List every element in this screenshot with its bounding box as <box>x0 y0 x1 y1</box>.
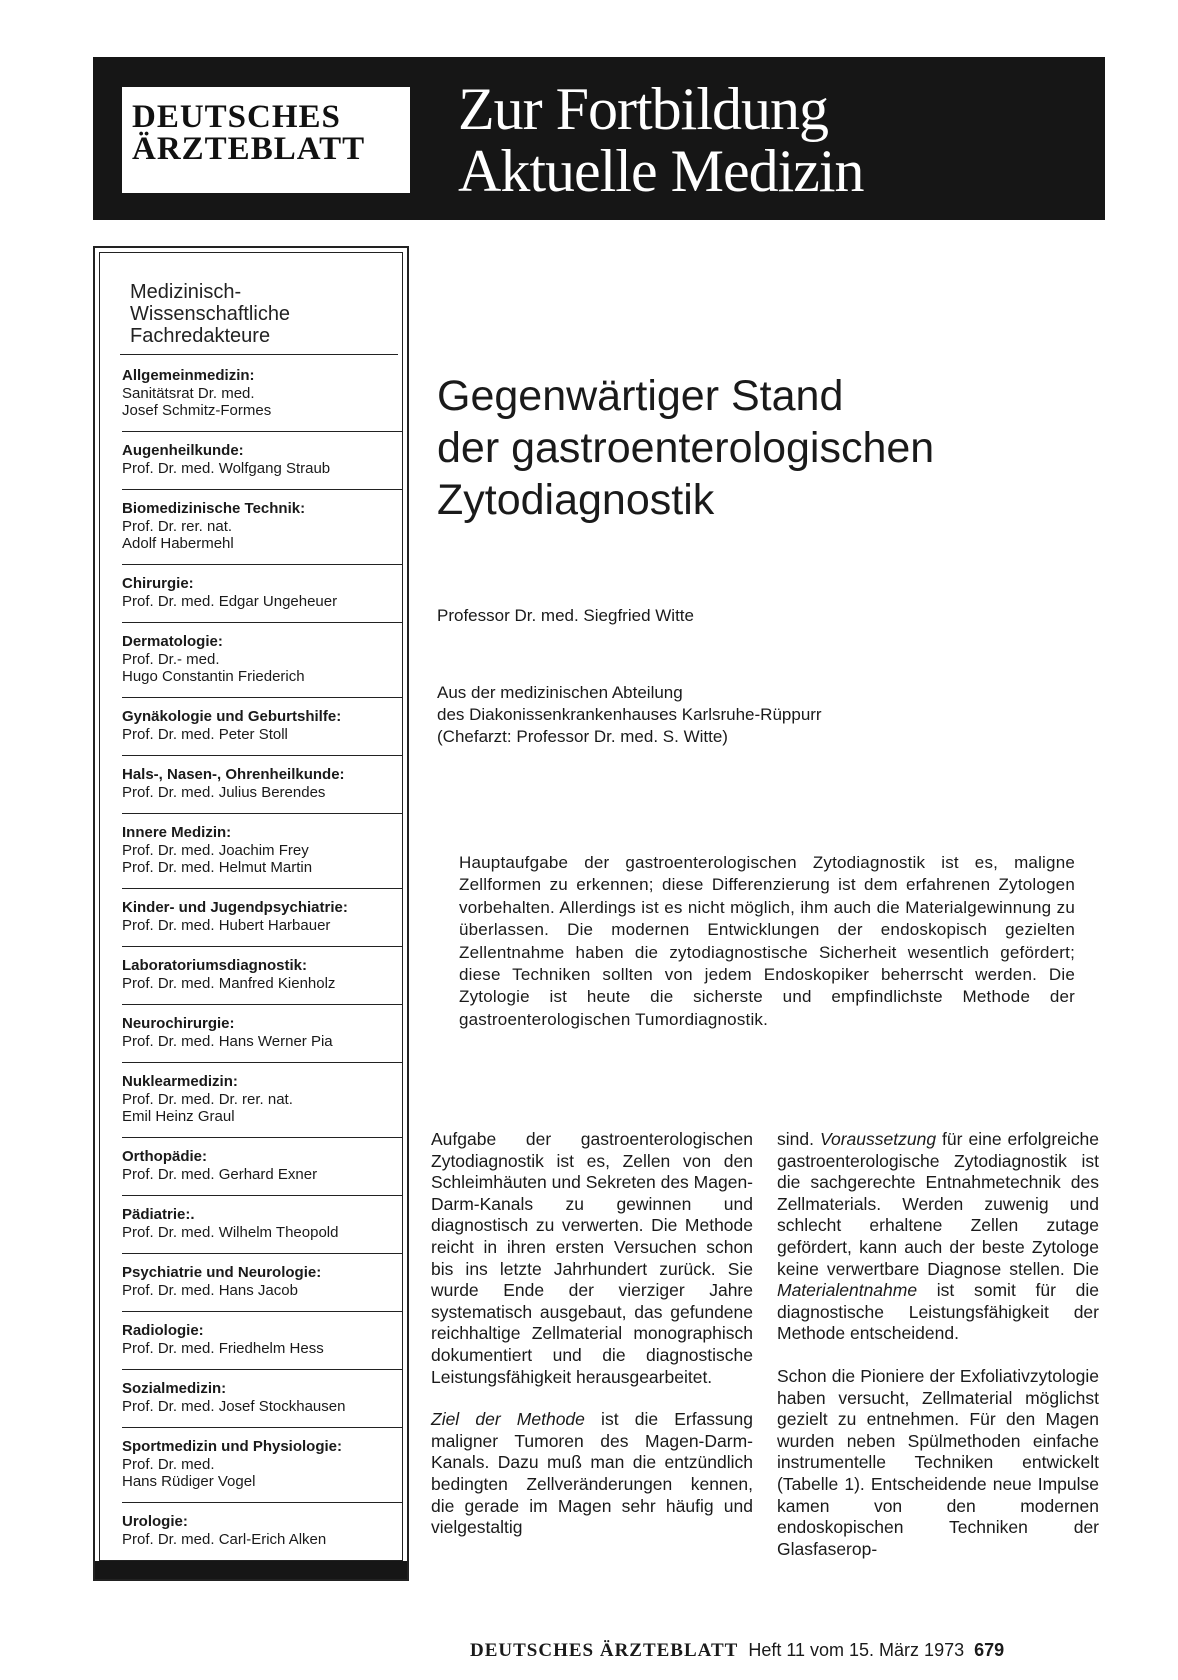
editor-entry <box>122 572 402 623</box>
emphasis: Ziel der Methode <box>431 1409 585 1430</box>
logo-line1: DEUTSCHES <box>132 99 341 135</box>
editor-entry <box>122 1070 402 1138</box>
editor-name: Sanitätsrat Dr. med. <box>122 385 255 402</box>
editor-field: Sozialmedizin: <box>122 1380 227 1397</box>
editor-name: Prof. Dr. med. Edgar Ungeheuer <box>122 593 338 610</box>
editor-field: Psychiatrie und Neurologie: <box>122 1264 322 1281</box>
article-title-line: der gastroenterologischen <box>437 424 935 472</box>
logo-line2: ÄRZTEBLATT <box>132 131 366 167</box>
editor-name: Prof. Dr. med. Julius Berendes <box>122 784 326 801</box>
editor-name: Prof. Dr.- med. <box>122 651 220 668</box>
sidebar-heading-line: Fachredakteure <box>130 325 271 347</box>
paragraph-text: sind. <box>777 1129 820 1149</box>
footer-page-number: 679 <box>974 1640 1005 1660</box>
editor-entry <box>122 1261 402 1312</box>
editor-name: Prof. Dr. med. Wilhelm Theopold <box>122 1224 339 1241</box>
editor-field: Augenheilkunde: <box>122 442 244 459</box>
editor-field: Chirurgie: <box>122 575 194 592</box>
paragraph-text: ist die Erfassung maligner Tumoren des Magen-Darm-Kanals. Dazu muß man die entzündlich bedingten Zellveränderungen kennen, die gerade im Magen sehr häufig und vielgestaltig <box>431 1409 754 1538</box>
editor-name: Prof. Dr. med. Hans Werner Pia <box>122 1033 333 1050</box>
editor-name: Prof. Dr. med. Friedhelm Hess <box>122 1340 324 1357</box>
editor-entry <box>122 821 402 889</box>
editor-field: Gynäkologie und Geburtshilfe: <box>122 708 342 725</box>
editor-field: Radiologie: <box>122 1322 204 1339</box>
editor-name: Prof. Dr. med. Joachim Frey <box>122 842 309 859</box>
sidebar-footer-bar <box>95 1561 407 1579</box>
affiliation-line: Aus der medizinischen Abteilung <box>437 683 683 702</box>
editor-field: Sportmedizin und Physiologie: <box>122 1438 343 1455</box>
journal-logo <box>122 87 410 193</box>
editor-name: Prof. Dr. med. Peter Stoll <box>122 726 288 743</box>
editor-name: Prof. Dr. med. Gerhard Exner <box>122 1166 318 1183</box>
article-title-line: Zytodiagnostik <box>437 476 715 524</box>
editor-name: Prof. Dr. med. <box>122 1456 215 1473</box>
sidebar-frame <box>99 252 403 1561</box>
editor-entry <box>122 630 402 698</box>
editor-list <box>122 364 402 1567</box>
editor-entry <box>122 1145 402 1196</box>
editor-field: Allgemeinmedizin: <box>122 367 255 384</box>
editor-field: Nuklearmedizin: <box>122 1073 238 1090</box>
editor-entry <box>122 1377 402 1428</box>
editor-entry <box>122 705 402 756</box>
body-paragraph <box>431 1409 753 1539</box>
paragraph-text: für eine erfolgreiche gastroenterologische Zytodiagnostik ist die sachgerechte Entnahmetechnik des Zellmaterials. Werden zuwenig und schlecht erhaltene Zellen zutage gefördert, kann auch der beste Zytologe keine verwertbare Diagnose stellen. Die <box>777 1129 1099 1279</box>
editor-name: Prof. Dr. med. Hans Jacob <box>122 1282 298 1299</box>
body-column-2 <box>777 1129 1099 1581</box>
editor-name: Emil Heinz Graul <box>122 1108 235 1125</box>
editor-entry <box>122 1012 402 1063</box>
sidebar-heading-line: Medizinisch- <box>130 281 242 303</box>
author-affiliation <box>437 682 822 748</box>
editor-field: Neurochirurgie: <box>122 1015 235 1032</box>
editor-entry <box>122 439 402 490</box>
sidebar-heading <box>130 281 290 347</box>
article-abstract: Hauptaufgabe der gastroenterologischen Zytodiagnostik ist es, maligne Zellformen zu erkennen; diese Differenzierung ist dem erfahrenen Zytologen vorbehalten. Allerdings ist es nicht möglich, ihm auch die Materialgewinnung zu überlassen. Die modernen Entwicklungen der endoskopisch gezielten Zellentnahme haben die zytodiagnostische Sicherheit wesentlich gefördert; diese Techniken sollten von jedem Endoskopiker beherrscht werden. Die Zytologie ist heute die sicherste und empfindlichste Methode der gastroenterologischen Tumordiagnostik. <box>459 853 1075 1029</box>
editor-field: Laboratoriumsdiagnostik: <box>122 957 308 974</box>
editor-name: Prof. Dr. med. Josef Stockhausen <box>122 1398 346 1415</box>
editor-name: Josef Schmitz-Formes <box>122 402 272 419</box>
editor-entry <box>122 763 402 814</box>
paragraph-text: ist somit für die diagnostische Leistungsfähigkeit der Methode entscheidend. <box>777 1280 1099 1344</box>
editor-name: Prof. Dr. med. Carl-Erich Alken <box>122 1531 327 1548</box>
article-title <box>437 370 934 526</box>
editor-field: Dermatologie: <box>122 633 223 650</box>
editors-sidebar <box>93 246 409 1581</box>
article-author: Professor Dr. med. Siegfried Witte <box>437 606 694 625</box>
page-footer <box>470 1640 1004 1662</box>
editor-field: Biomedizinische Technik: <box>122 500 306 517</box>
sidebar-heading-line: Wissenschaftliche <box>130 303 291 325</box>
body-paragraph <box>777 1129 1099 1345</box>
editor-entry <box>122 364 402 432</box>
editor-name: Prof. Dr. med. Manfred Kienholz <box>122 975 336 992</box>
body-column-1 <box>431 1129 753 1560</box>
footer-journal: DEUTSCHES ÄRZTEBLATT <box>470 1640 739 1661</box>
editor-entry <box>122 1510 402 1560</box>
editor-field: Pädiatrie:. <box>122 1206 195 1223</box>
editor-name: Hans Rüdiger Vogel <box>122 1473 256 1490</box>
editor-name: Prof. Dr. rer. nat. <box>122 518 233 535</box>
editor-field: Orthopädie: <box>122 1148 207 1165</box>
editor-entry <box>122 1435 402 1503</box>
body-paragraph: Aufgabe der gastroenterologischen Zytodiagnostik ist es, Zellen von den Schleimhäuten und Sekreten des Magen-Darm-Kanals zu gewinnen und diagnostisch zu verwerten. Die Methode reicht in ihren ersten Versuchen schon bis ins letzte Jahrhundert zurück. Sie wurde Ende der vierziger Jahre systematisch ausgebaut, das gefundene reichhaltige Zellmaterial monographisch dokumentiert und die diagnostische Leistungsfähigkeit herausgearbeitet. <box>431 1129 754 1387</box>
emphasis: Materialentnahme <box>777 1280 918 1301</box>
editor-name: Prof. Dr. med. Hubert Harbauer <box>122 917 331 934</box>
editor-entry <box>122 954 402 1005</box>
footer-issue: Heft 11 vom 15. März 1973 <box>748 1640 965 1660</box>
sidebar-divider <box>120 354 398 355</box>
editor-name: Hugo Constantin Friederich <box>122 668 305 685</box>
section-title-line1: Zur Fortbildung <box>458 76 828 142</box>
editor-name: Prof. Dr. med. Helmut Martin <box>122 859 313 876</box>
section-title-line2: Aktuelle Medizin <box>458 138 864 204</box>
editor-name: Prof. Dr. med. Wolfgang Straub <box>122 460 331 477</box>
editor-entry <box>122 1203 402 1254</box>
editor-entry <box>122 1319 402 1370</box>
editor-name: Adolf Habermehl <box>122 535 234 552</box>
section-title <box>458 78 864 202</box>
affiliation-line: des Diakonissenkrankenhauses Karlsruhe-Rüppurr <box>437 705 822 724</box>
editor-entry <box>122 896 402 947</box>
editor-field: Urologie: <box>122 1513 188 1530</box>
editor-field: Hals-, Nasen-, Ohrenheilkunde: <box>122 766 345 783</box>
editor-field: Innere Medizin: <box>122 824 232 841</box>
emphasis: Voraussetzung <box>819 1129 937 1149</box>
body-paragraph: Schon die Pioniere der Exfoliativzytologie haben versucht, Zellmaterial möglichst gezielt zu entnehmen. Für den Magen wurden neben Spülmethoden einfache instrumentelle Techniken entwickelt (Tabelle 1). Entscheidende neue Impulse kamen von den modernen endoskopischen Techniken der Glasfaserop- <box>777 1365 1099 1559</box>
affiliation-line: (Chefarzt: Professor Dr. med. S. Witte) <box>437 727 728 746</box>
editor-field: Kinder- und Jugendpsychiatrie: <box>122 899 348 916</box>
editor-name: Prof. Dr. med. Dr. rer. nat. <box>122 1091 293 1108</box>
article-title-line: Gegenwärtiger Stand <box>437 372 844 420</box>
editor-entry <box>122 497 402 565</box>
